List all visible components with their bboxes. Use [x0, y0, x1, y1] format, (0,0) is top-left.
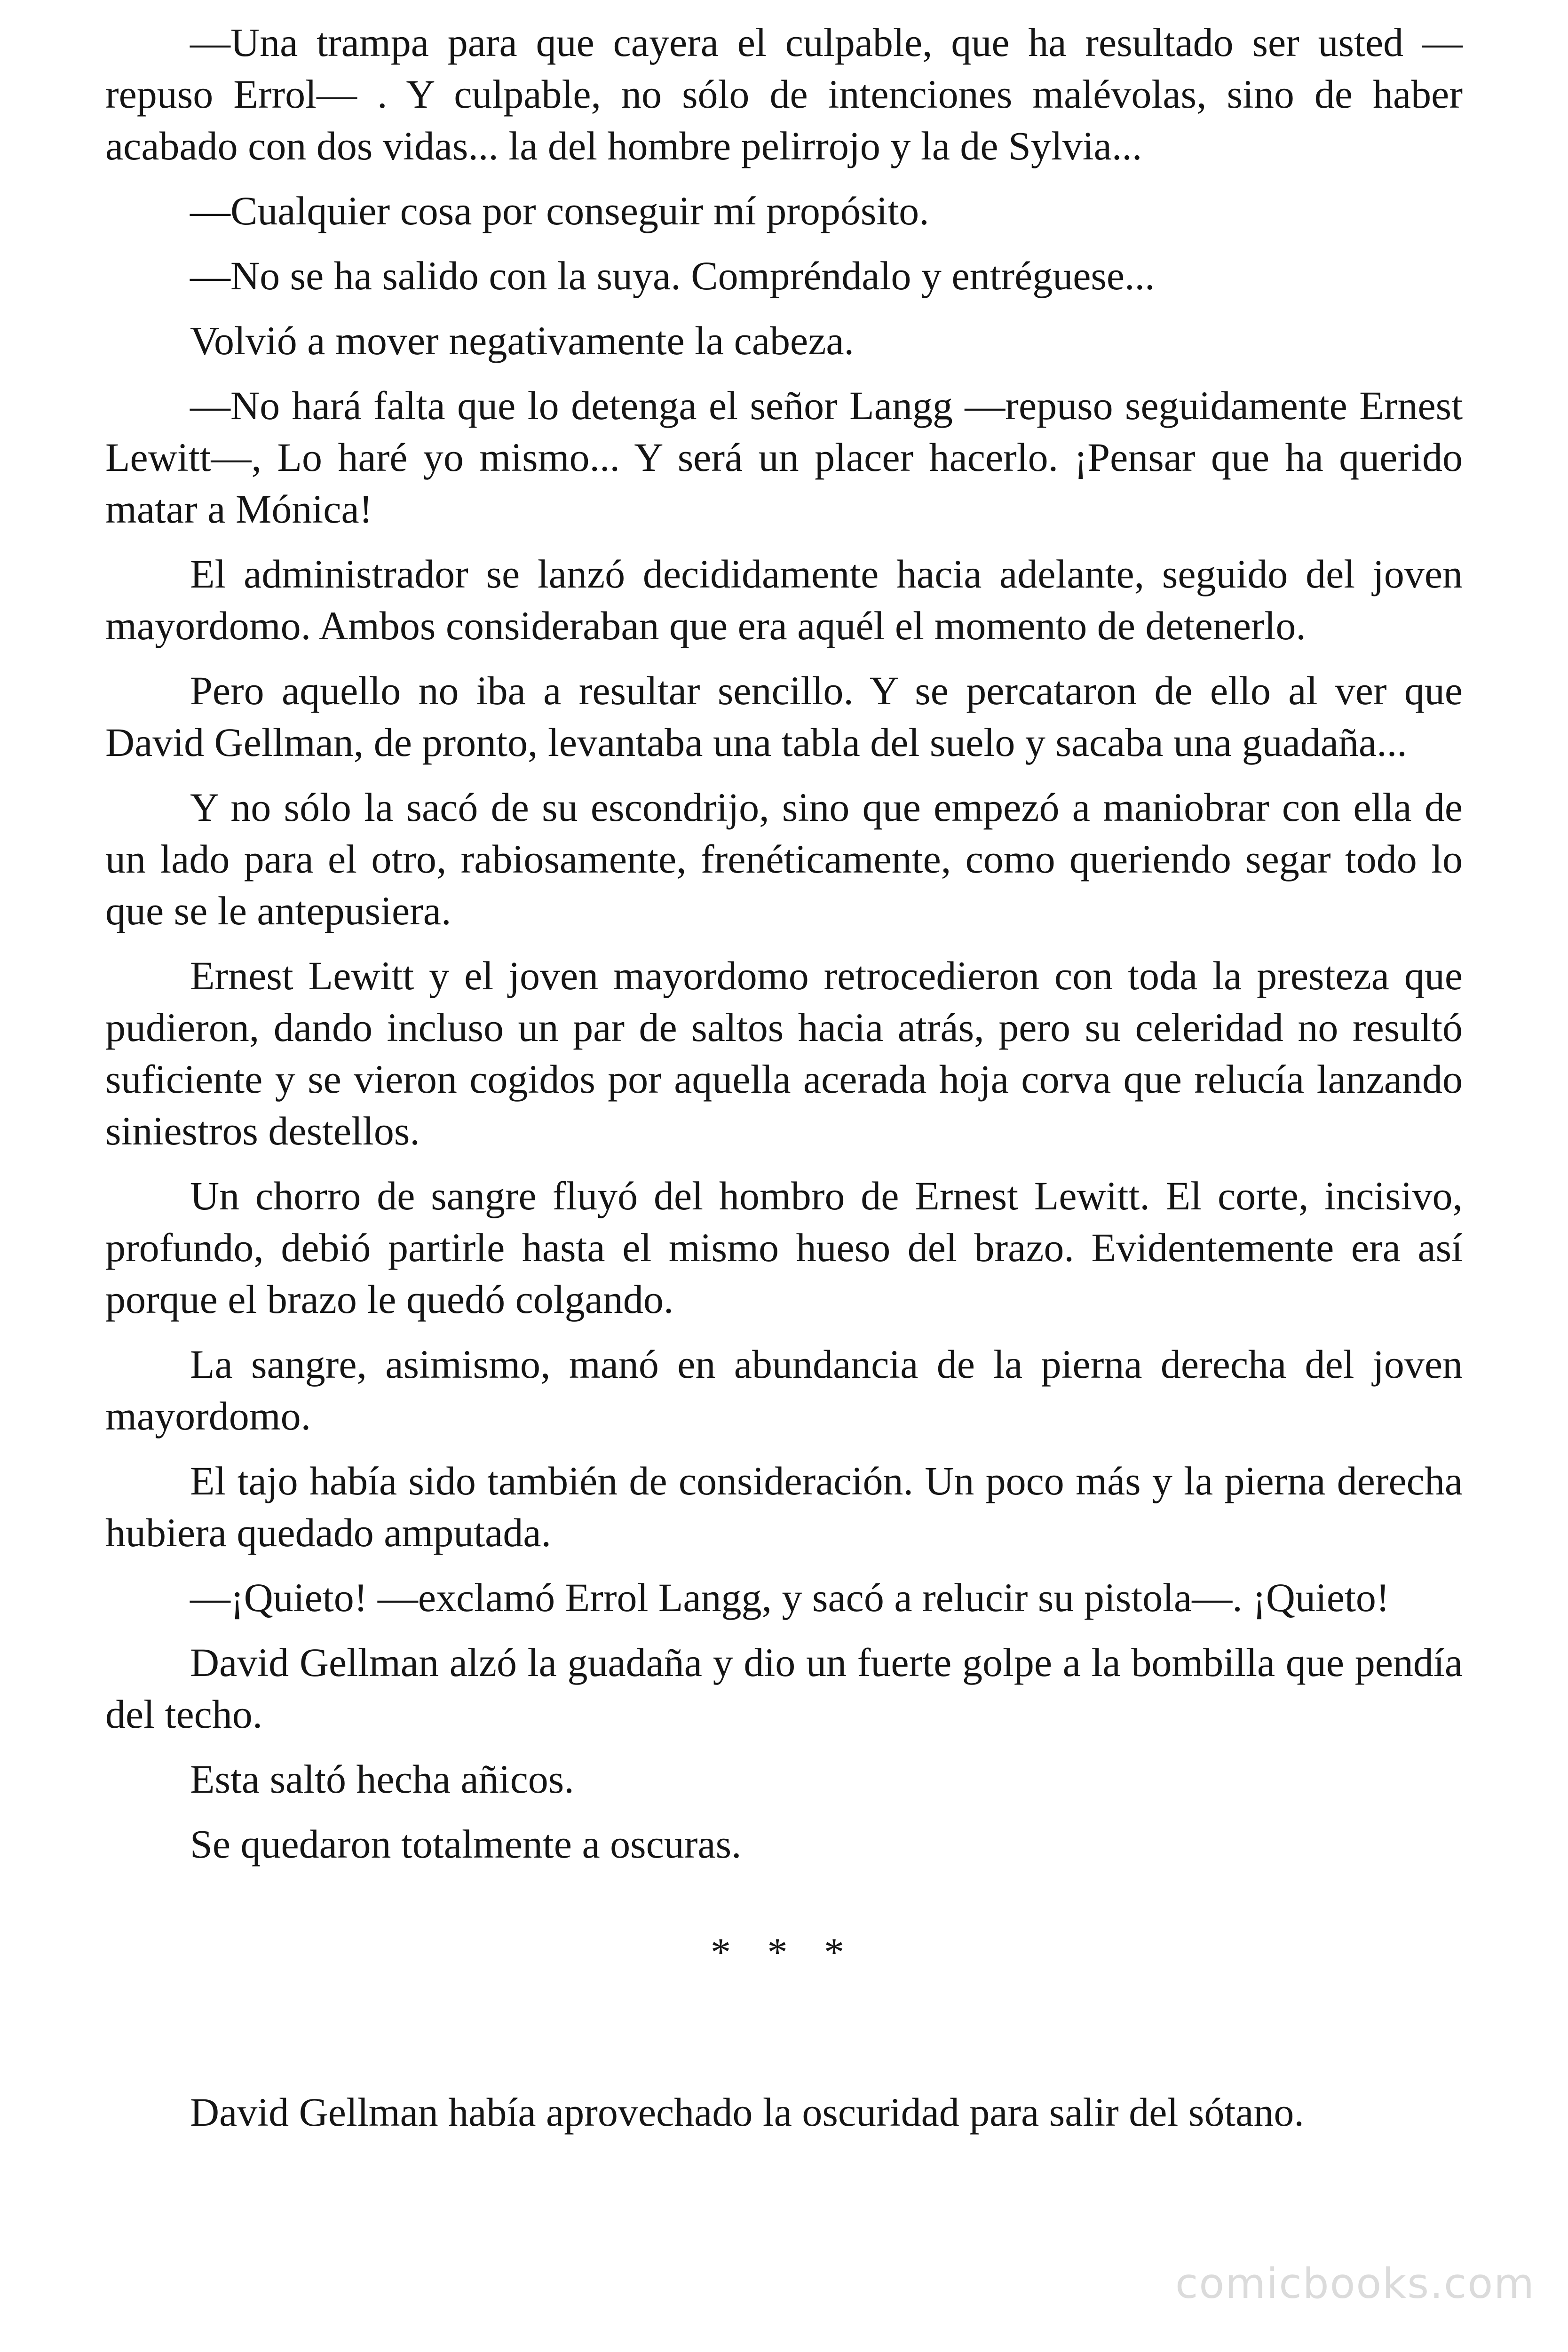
paragraph-3: —No se ha salido con la suya. Compréndalo y entréguese... [190, 253, 1155, 298]
paragraph-4: Volvió a mover negativamente la cabeza. [190, 318, 855, 363]
paragraph-1: —Una trampa para que cayera el culpable, que ha resultado ser usted —repuso Errol— . Y culpable, no sólo de intenciones malévolas, sino de haber acabado con dos vidas... la del hombre pelirrojo y la de Sylvia... [105, 20, 1463, 168]
paragraph-9: Ernest Lewitt y el joven mayordomo retrocedieron con toda la presteza que pudieron, dando incluso un par de saltos hacia atrás, pero su celeridad no resultó suficiente y se vieron cogidos por aquella acerada hoja corva que relucía lanzando siniestros destellos. [105, 953, 1463, 1153]
final-paragraph: David Gellman había aprovechado la oscuridad para salir del sótano. [190, 2090, 1304, 2135]
section-separator: * * * [711, 1930, 857, 1975]
paragraph-14: David Gellman alzó la guadaña y dio un fuerte golpe a la bombilla que pendía del techo. [105, 1640, 1463, 1737]
paragraph-10: Un chorro de sangre fluyó del hombro de Ernest Lewitt. El corte, incisivo, profundo, debió partirle hasta el mismo hueso del brazo. Evidentemente era así porque el brazo le quedó colgando. [105, 1173, 1463, 1322]
paragraph-5: —No hará falta que lo detenga el señor Langg —repuso seguidamente Ernest Lewitt—, Lo haré yo mismo... Y será un placer hacerlo. ¡Pensar que ha querido matar a Mónica! [105, 383, 1463, 532]
watermark-text: comicbooks.com [1175, 2259, 1535, 2308]
paragraph-13: —¡Quieto! —exclamó Errol Langg, y sacó a relucir su pistola—. ¡Quieto! [190, 1575, 1390, 1620]
paragraph-16: Se quedaron totalmente a oscuras. [190, 1821, 742, 1867]
paragraph-8: Y no sólo la sacó de su escondrijo, sino que empezó a maniobrar con ella de un lado para el otro, rabiosamente, frenéticamente, como queriendo segar todo lo que se le antepusiera. [105, 785, 1463, 933]
paragraph-12: El tajo había sido también de consideración. Un poco más y la pierna derecha hubiera quedado amputada. [105, 1458, 1463, 1555]
page-body-text [105, 16, 1463, 2138]
paragraph-15: Esta saltó hecha añicos. [190, 1756, 574, 1802]
paragraph-11: La sangre, asimismo, manó en abundancia de la pierna derecha del joven mayordomo. [105, 1342, 1463, 1438]
paragraph-7: Pero aquello no iba a resultar sencillo. Y se percataron de ello al ver que David Gellman, de pronto, levantaba una tabla del suelo y sacaba una guadaña... [105, 668, 1463, 765]
paragraph-2: —Cualquier cosa por conseguir mí propósito. [190, 188, 929, 233]
paragraph-6: El administrador se lanzó decididamente hacia adelante, seguido del joven mayordomo. Ambos consideraban que era aquél el momento de detenerlo. [105, 551, 1463, 648]
